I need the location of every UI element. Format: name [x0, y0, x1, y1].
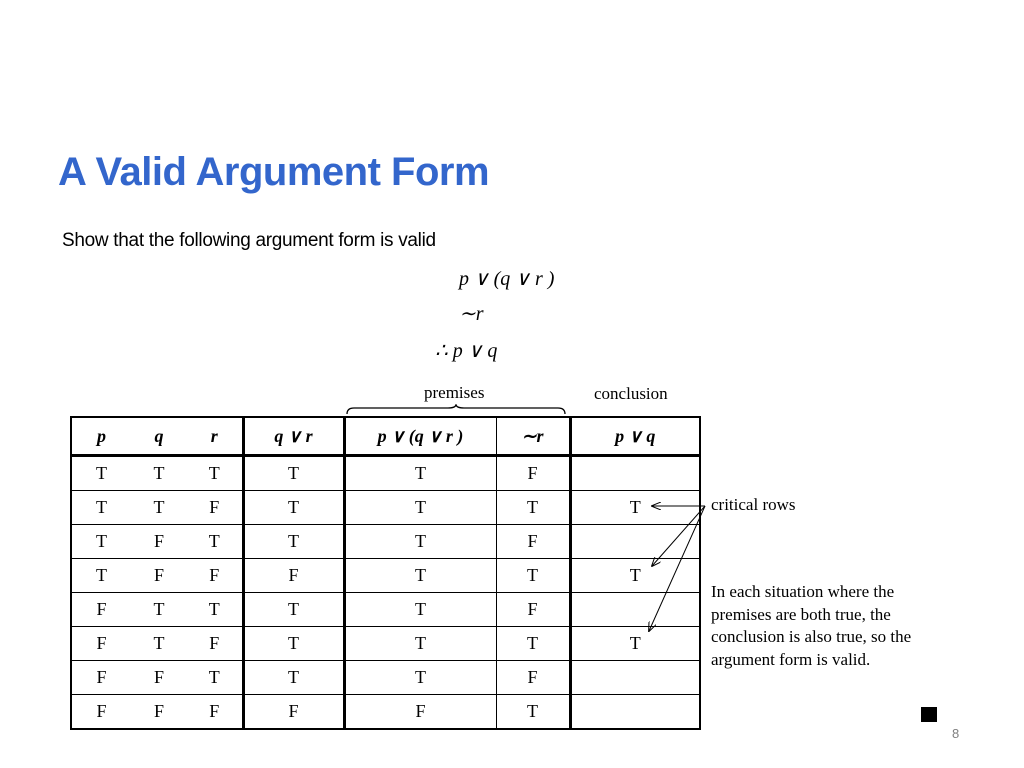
cell-p: T: [71, 491, 131, 525]
header-premise-2: ∼r: [496, 417, 570, 456]
cell-q: F: [131, 661, 187, 695]
cell-r: F: [187, 627, 243, 661]
cell-r: F: [187, 491, 243, 525]
explanation-line: premises are both true, the: [711, 604, 891, 624]
header-conclusion: p ∨ q: [570, 417, 700, 456]
header-premise-1: p ∨ (q ∨ r ): [344, 417, 496, 456]
header-q-or-r: q ∨ r: [243, 417, 344, 456]
cell-premise-1: T: [344, 491, 496, 525]
cell-premise-1: T: [344, 661, 496, 695]
cell-premise-1: T: [344, 627, 496, 661]
cell-premise-2: T: [496, 491, 570, 525]
end-of-proof-square: [921, 707, 937, 722]
header-p: p: [71, 417, 131, 456]
argument-premise-1: p ∨ (q ∨ r ): [459, 268, 555, 290]
cell-premise-2: F: [496, 525, 570, 559]
cell-conclusion: T: [570, 627, 700, 661]
cell-p: F: [71, 695, 131, 730]
cell-premise-2: T: [496, 695, 570, 730]
cell-q: T: [131, 627, 187, 661]
cell-q: T: [131, 593, 187, 627]
cell-q: F: [131, 695, 187, 730]
cell-p: F: [71, 627, 131, 661]
cell-p: T: [71, 456, 131, 491]
cell-conclusion: T: [570, 491, 700, 525]
cell-q-or-r: F: [243, 559, 344, 593]
explanation-text: [711, 581, 911, 671]
cell-premise-2: T: [496, 627, 570, 661]
header-r: r: [187, 417, 243, 456]
cell-p: F: [71, 593, 131, 627]
cell-r: F: [187, 559, 243, 593]
cell-q-or-r: T: [243, 491, 344, 525]
conclusion-label: conclusion: [594, 384, 668, 403]
argument-conclusion: ∴ p ∨ q: [435, 340, 498, 362]
cell-premise-1: T: [344, 559, 496, 593]
cell-premise-2: F: [496, 661, 570, 695]
cell-q: F: [131, 559, 187, 593]
slide-title: A Valid Argument Form: [58, 150, 490, 194]
cell-q-or-r: T: [243, 661, 344, 695]
cell-premise-1: T: [344, 525, 496, 559]
explanation-line: argument form is valid.: [711, 649, 871, 669]
page-number: 8: [952, 726, 960, 741]
explanation-line: conclusion is also true, so the: [711, 627, 912, 646]
cell-premise-1: T: [344, 456, 496, 491]
cell-r: T: [187, 661, 243, 695]
cell-q-or-r: T: [243, 525, 344, 559]
cell-q: T: [131, 456, 187, 491]
cell-p: T: [71, 559, 131, 593]
cell-q-or-r: T: [243, 593, 344, 627]
cell-p: F: [71, 661, 131, 695]
cell-q: F: [131, 525, 187, 559]
cell-q-or-r: F: [243, 695, 344, 730]
cell-premise-1: T: [344, 593, 496, 627]
header-q: q: [131, 417, 187, 456]
cell-r: F: [187, 695, 243, 730]
critical-rows-label: critical rows: [711, 495, 796, 514]
premises-label: premises: [424, 383, 485, 402]
cell-p: T: [71, 525, 131, 559]
cell-premise-2: T: [496, 559, 570, 593]
cell-r: T: [187, 456, 243, 491]
cell-q: T: [131, 491, 187, 525]
cell-conclusion: T: [570, 559, 700, 593]
cell-premise-2: F: [496, 456, 570, 491]
cell-r: T: [187, 593, 243, 627]
cell-q-or-r: T: [243, 627, 344, 661]
explanation-line: In each situation where the: [711, 582, 895, 601]
intro-text: Show that the following argument form is valid: [62, 230, 436, 251]
cell-premise-1: F: [344, 695, 496, 730]
argument-premise-2: ∼r: [459, 303, 484, 325]
cell-premise-2: F: [496, 593, 570, 627]
cell-r: T: [187, 525, 243, 559]
cell-q-or-r: T: [243, 456, 344, 491]
